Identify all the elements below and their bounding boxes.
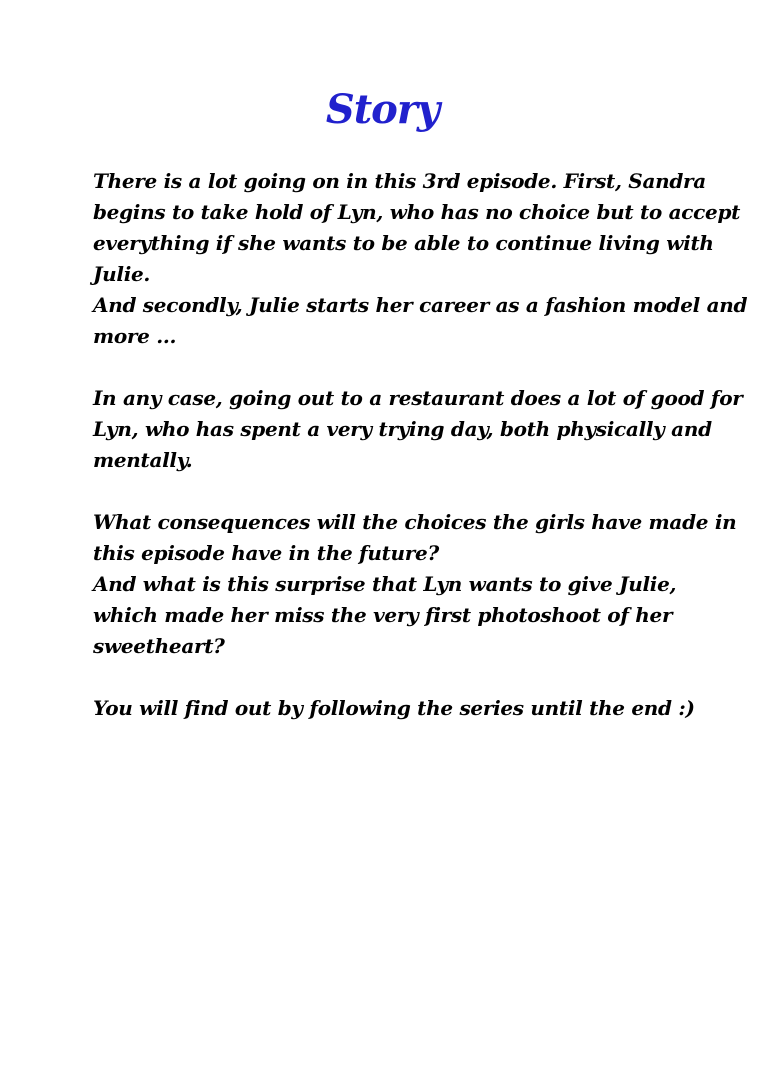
text-line: Lyn, who has spent a very trying day, both physically and [93,417,712,441]
text-line: more ... [93,324,177,348]
text-line: What consequences will the choices the girls have made in [93,510,737,534]
story-paragraph [93,507,737,662]
page-title: Story [325,86,440,133]
text-line: In any case, going out to a restaurant does a lot of good for [93,386,743,410]
story-paragraph [93,693,707,724]
text-line: You will find out by following the series until the end :) [93,696,695,720]
text-line: There is a lot going on in this 3rd episode. First, Sandra [93,169,706,193]
story-paragraph [93,383,743,476]
text-line: sweetheart? [93,634,225,658]
story-paragraph [93,166,748,352]
story-body [93,166,748,724]
text-line: Julie. [93,262,151,286]
text-line: which made her miss the very first photoshoot of her [93,603,673,627]
text-line: begins to take hold of Lyn, who has no choice but to accept [93,200,741,224]
text-line: everything if she wants to be able to continue living with [93,231,714,255]
text-line: And what is this surprise that Lyn wants to give Julie, [93,572,677,596]
text-line: this episode have in the future? [93,541,439,565]
text-line: And secondly, Julie starts her career as a fashion model and [93,293,748,317]
text-line: mentally. [93,448,193,472]
